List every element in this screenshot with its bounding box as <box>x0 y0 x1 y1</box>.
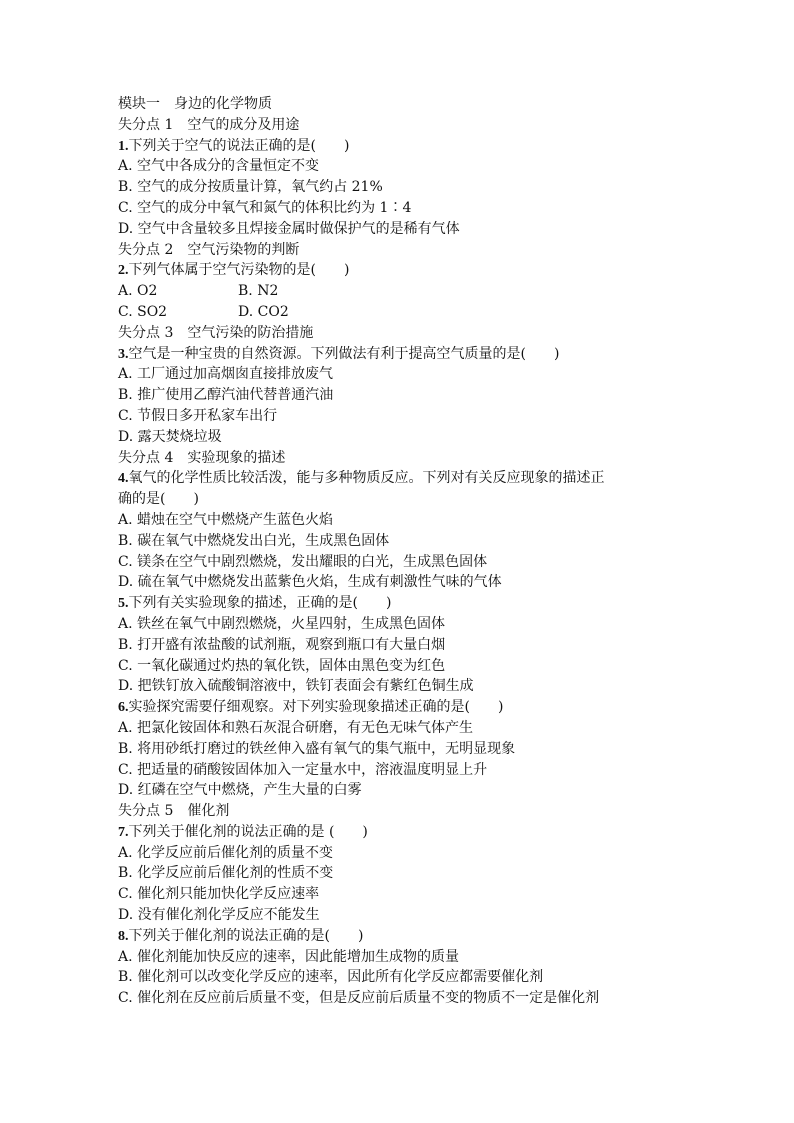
option: D. 红磷在空气中燃烧，产生大量的白雾 <box>118 782 362 799</box>
question-number: 1. <box>118 138 129 154</box>
section-heading: 失分点 4 实验现象的描述 <box>118 449 286 466</box>
option: A. 铁丝在氧气中剧烈燃烧，火星四射，生成黑色固体 <box>118 615 446 632</box>
option: C. 镁条在空气中剧烈燃烧，发出耀眼的白光，生成黑色固体 <box>118 553 488 570</box>
option: B. N2 <box>238 283 279 300</box>
question-number: 2. <box>118 263 129 279</box>
option: A. 工厂通过加高烟囱直接排放废气 <box>118 366 334 383</box>
option: A. 空气中各成分的含量恒定不变 <box>118 158 320 175</box>
section-heading: 失分点 5 催化剂 <box>118 803 230 820</box>
question-2 <box>118 260 718 322</box>
question-number: 8. <box>118 928 129 944</box>
question-stem-text: 下列气体属于空气污染物的是( ) <box>128 262 350 279</box>
option: B. 空气的成分按质量计算，氧气约占 21% <box>118 179 383 196</box>
option: C. 催化剂在反应前后质量不变，但是反应前后质量不变的物质不一定是催化剂 <box>118 990 600 1007</box>
question-stem-line <box>118 136 718 157</box>
question-stem-text: 下列有关实验现象的描述，正确的是( ) <box>128 595 392 612</box>
question-stem-text: 下列关于催化剂的说法正确的是 ( ) <box>128 823 368 840</box>
question-number: 6. <box>118 700 129 716</box>
option: B. 推广使用乙醇汽油代替普通汽油 <box>118 387 334 404</box>
question-3 <box>118 344 718 448</box>
question-stem-text: 氧气的化学性质比较活泼，能与多种物质反应。下列对有关反应现象的描述正 <box>128 470 605 487</box>
option: D. CO2 <box>238 303 289 320</box>
option: B. 催化剂可以改变化学反应的速率，因此所有化学反应都需要催化剂 <box>118 969 544 986</box>
question-5 <box>118 593 718 697</box>
document-body <box>118 94 718 1009</box>
option: B. 将用砂纸打磨过的铁丝伸入盛有氧气的集气瓶中，无明显现象 <box>118 740 516 757</box>
question-number: 3. <box>118 346 129 362</box>
section-3 <box>118 323 718 448</box>
option: B. 化学反应前后催化剂的性质不变 <box>118 865 334 882</box>
section-heading: 失分点 1 空气的成分及用途 <box>118 116 300 133</box>
question-number: 7. <box>118 824 129 840</box>
question-stem-text: 下列关于催化剂的说法正确的是( ) <box>128 927 364 944</box>
section-1 <box>118 115 718 240</box>
sections-container <box>118 115 718 1009</box>
question-6 <box>118 697 718 801</box>
option: A. 蜡烛在空气中燃烧产生蓝色火焰 <box>118 511 334 528</box>
option: B. 打开盛有浓盐酸的试剂瓶，观察到瓶口有大量白烟 <box>118 636 446 653</box>
option: D. 空气中含量较多且焊接金属时做保护气的是稀有气体 <box>118 220 460 237</box>
question-stem-text: 空气是一种宝贵的自然资源。下列做法有利于提高空气质量的是( ) <box>128 345 560 362</box>
option: A. 催化剂能加快反应的速率，因此能增加生成物的质量 <box>118 948 460 965</box>
question-stem-text: 实验探究需要仔细观察。对下列实验现象描述正确的是( ) <box>128 699 504 716</box>
question-number: 5. <box>118 596 129 612</box>
question-stem-text: 下列关于空气的说法正确的是( ) <box>128 137 350 154</box>
question-number: 4. <box>118 471 129 487</box>
question-4 <box>118 468 718 593</box>
option: C. 节假日多开私家车出行 <box>118 407 278 424</box>
question-8 <box>118 926 718 1009</box>
question-stem-line <box>118 489 718 510</box>
option: A. 把氯化铵固体和熟石灰混合研磨，有无色无味气体产生 <box>118 719 474 736</box>
question-stem-text: 确的是( ) <box>118 491 199 508</box>
section-heading: 失分点 2 空气污染物的判断 <box>118 241 300 258</box>
option: C. 空气的成分中氧气和氮气的体积比约为 1∶4 <box>118 199 412 216</box>
option: A. 化学反应前后催化剂的质量不变 <box>118 844 334 861</box>
option-row <box>118 281 718 302</box>
module-title: 模块一 身边的化学物质 <box>118 96 272 112</box>
question-stem-line <box>118 926 718 947</box>
section-5 <box>118 801 718 1009</box>
question-stem-line <box>118 822 718 843</box>
option: D. 露天焚烧垃圾 <box>118 428 222 445</box>
question-7 <box>118 822 718 926</box>
option: B. 碳在氧气中燃烧发出白光，生成黑色固体 <box>118 532 390 549</box>
section-heading: 失分点 3 空气污染的防治措施 <box>118 324 314 341</box>
option: C. 把适量的硝酸铵固体加入一定量水中，溶液温度明显上升 <box>118 761 488 778</box>
option: D. 没有催化剂化学反应不能发生 <box>118 907 320 924</box>
question-stem-line <box>118 260 718 281</box>
question-stem-line <box>118 593 718 614</box>
section-2 <box>118 240 718 323</box>
option: D. 硫在氧气中燃烧发出蓝紫色火焰，生成有刺激性气味的气体 <box>118 574 502 591</box>
option: C. SO2 <box>118 303 168 320</box>
question-stem-line <box>118 697 718 718</box>
question-stem-line <box>118 344 718 365</box>
question-1 <box>118 136 718 240</box>
option-row <box>118 302 718 323</box>
question-stem-line <box>118 468 718 489</box>
section-4 <box>118 448 718 802</box>
option: D. 把铁钉放入硫酸铜溶液中，铁钉表面会有紫红色铜生成 <box>118 678 474 695</box>
option: C. 一氧化碳通过灼热的氧化铁，固体由黑色变为红色 <box>118 657 446 674</box>
option: A. O2 <box>118 283 158 300</box>
option: C. 催化剂只能加快化学反应速率 <box>118 886 320 903</box>
